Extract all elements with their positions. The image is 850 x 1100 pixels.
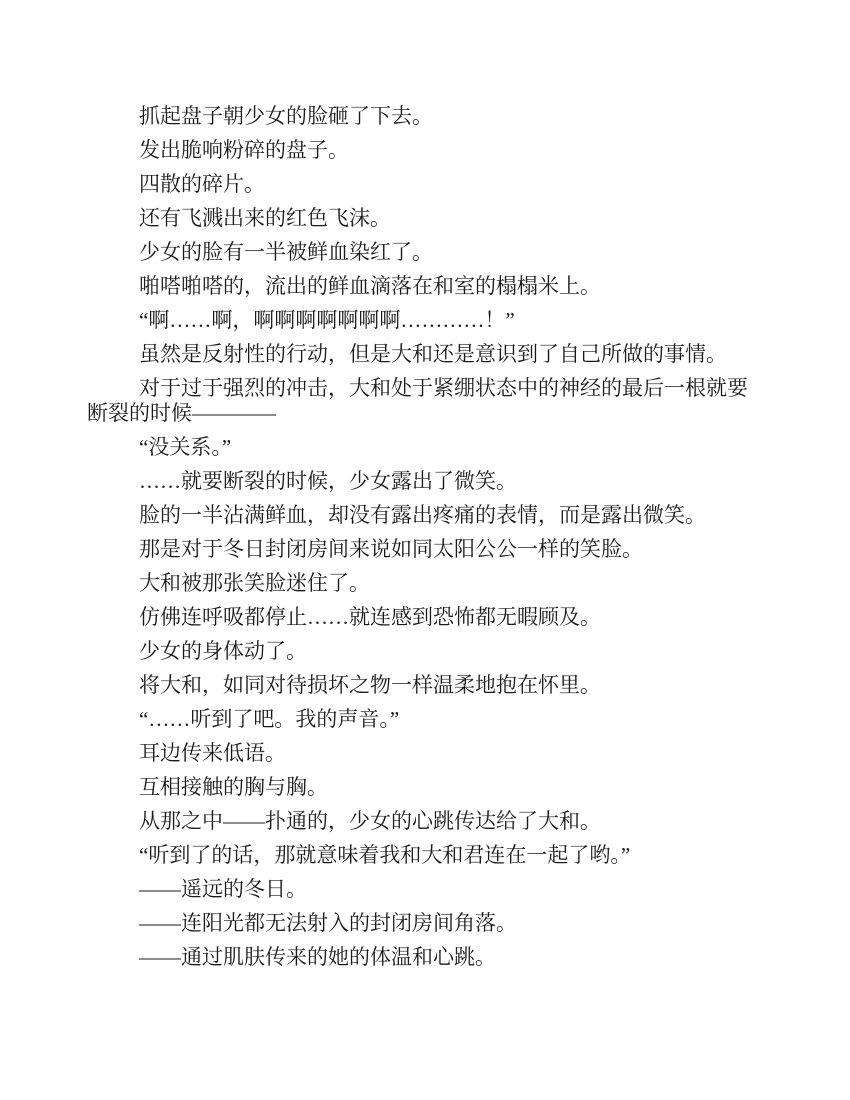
text-line: 断裂的时候————	[87, 401, 276, 425]
text-line: 脸的一半沾满鲜血，却没有露出疼痛的表情，而是露出微笑。	[139, 503, 706, 527]
text-line: 仿佛连呼吸都停止……就连感到恐怖都无暇顾及。	[139, 605, 601, 629]
text-block	[87, 104, 750, 970]
text-line: 还有飞溅出来的红色飞沫。	[139, 206, 391, 230]
text-line: 少女的身体动了。	[139, 639, 307, 663]
text-line: 从那之中——扑通的，少女的心跳传达给了大和。	[139, 809, 601, 833]
text-line: 虽然是反射性的行动，但是大和还是意识到了自己所做的事情。	[139, 342, 727, 366]
text-line: “……听到了吧。我的声音。”	[139, 707, 400, 731]
text-line: 少女的脸有一半被鲜血染红了。	[139, 240, 433, 264]
text-line: 四散的碎片。	[139, 172, 265, 196]
text-line: 对于过于强烈的冲击，大和处于紧绷状态中的神经的最后一根就要	[139, 376, 748, 400]
text-line: ……就要断裂的时候，少女露出了微笑。	[139, 469, 517, 493]
text-line: 抓起盘子朝少女的脸砸了下去。	[139, 104, 433, 128]
text-line: ——遥远的冬日。	[139, 877, 307, 901]
text-line: “啊……啊，啊啊啊啊啊啊啊…………！”	[139, 308, 515, 332]
text-line: ——连阳光都无法射入的封闭房间角落。	[139, 911, 517, 935]
text-line: 那是对于冬日封闭房间来说如同太阳公公一样的笑脸。	[139, 537, 643, 561]
text-line: 互相接触的胸与胸。	[139, 775, 328, 799]
text-line: 将大和，如同对待损坏之物一样温柔地抱在怀里。	[139, 673, 601, 697]
text-line: 大和被那张笑脸迷住了。	[139, 571, 370, 595]
text-line: “没关系。”	[139, 435, 232, 459]
text-line: 耳边传来低语。	[139, 741, 286, 765]
text-line: 发出脆响粉碎的盘子。	[139, 138, 349, 162]
text-line: 啪嗒啪嗒的，流出的鲜血滴落在和室的榻榻米上。	[139, 274, 601, 298]
text-line: “听到了的话，那就意味着我和大和君连在一起了哟。”	[139, 843, 631, 867]
text-line: ——通过肌肤传来的她的体温和心跳。	[139, 945, 496, 969]
